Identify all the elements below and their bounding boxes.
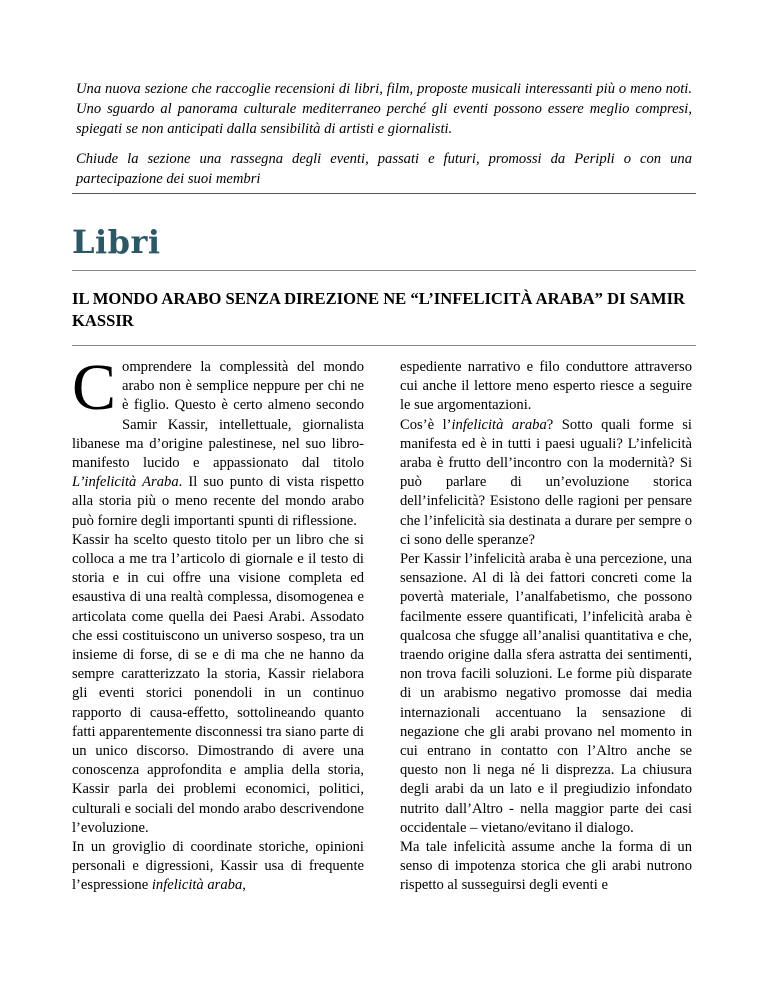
right-p2-text-a: Cos’è l’ [400, 416, 452, 433]
right-p2-text-b: ? Sotto quali forme si manifesta ed è in tutti i paesi uguali? L’infelicità araba è frutto dell’incontro con la modernità? Si può parlare di un’evoluzione storica dell’infelicità? Esistono delle ragioni per pensare che l’infelicità sia destinata a durare per sempre o ci sono delle speranze? [400, 416, 692, 548]
article-column-left [72, 351, 364, 896]
intro-divider [72, 193, 696, 194]
drop-cap: C [72, 351, 117, 424]
article-title: IL MONDO ARABO SENZA DIREZIONE NE “L’INFELICITÀ ARABA” DI SAMIR KASSIR [72, 289, 686, 330]
intro-paragraph-2: Chiude la sezione una rassegna degli eventi, passati e futuri, promossi da Peripli o con una partecipazione dei suoi membri [76, 151, 692, 187]
article-column-right [400, 358, 692, 896]
left-paragraph-1 [72, 351, 364, 531]
right-paragraph-2 [400, 416, 692, 550]
title-divider [72, 345, 696, 346]
book-title: L’infelicità Araba [72, 474, 179, 491]
right-paragraph-4: Ma tale infelicità assume anche la forma di un senso di impotenza storica che gli arabi nutrono rispetto al susseguirsi degli eventi e [400, 839, 692, 894]
right-paragraph-1: espediente narrativo e filo conduttore attraverso cui anche il lettore meno esperto riesce a seguire le sue argomentazioni. [400, 359, 692, 414]
left-paragraph-3 [72, 838, 364, 896]
right-p2-emphasis: infelicità araba [451, 416, 547, 433]
left-p3-text-a: In un groviglio di coordinate storiche, opinioni personali e digressioni, Kassir usa di frequente l’espressione [72, 839, 364, 894]
section-divider [72, 270, 696, 271]
section-title: Libri [72, 223, 161, 261]
intro-paragraph-1: Una nuova sezione che raccoglie recensioni di libri, film, proposte musicali interessanti più o meno noti. Uno sguardo al panorama culturale mediterraneo perché gli eventi possono essere meglio compresi, spiegati se non anticipati dalla sensibilità di artisti e giornalisti. [76, 81, 692, 137]
right-paragraph-3: Per Kassir l’infelicità araba è una percezione, una sensazione. Al di là dei fattori concreti come la povertà materiale, l’analfabetismo, che possono facilmente essere quantificati, l’infelicità araba è qualcosa che sfugge all’analisi quantitativa e che, traendo origine dalla sfera astratta dei sentimenti, non trova facili soluzioni. Le forme più disparate di un arabismo negativo promosse dai media internazionali accentuano la sensazione di negazione che gli arabi provano nel momento in cui entrano in contatto con l’Altro anche se questo non li nega né li disprezza. La chiusura degli arabi da un lato e il pregiudizio infondato nutrito dall’Altro - nella maggior parte dei casi occidentale – vietano/evitano il dialogo. [400, 551, 692, 836]
left-p1-text-b: . Il suo punto di vista rispetto alla storia più o meno recente del mondo arabo può fornire degli importanti spunti di riflessione. [72, 474, 364, 529]
left-p3-emphasis: infelicità araba [151, 877, 243, 894]
left-p1-text-a: omprendere la complessità del mondo arabo non è semplice neppure per chi ne è figlio. Questo è certo almeno secondo Samir Kassir, intellettuale, giornalista libanese ma d’origine palestinese, nel suo libro-manifesto lucido e appassionato dal titolo [72, 359, 364, 472]
left-paragraph-2: Kassir ha scelto questo titolo per un libro che si colloca a me tra l’articolo di giornale e il testo di storia e in cui offre una visione completa ed esaustiva di una realtà complessa, disomogenea e articolata come quella dei Paesi Arabi. Assodato che essi costituiscono un universo sospeso, tra un insieme di forse, di se e di ma che ne hanno da sempre caratterizzato la storia, Kassir rielabora gli eventi storici ponendoli in un continuo rapporto di causa-effetto, sottolineando quanto fatti apparentemente disconnessi tra siano parte di un unico discorso. Dimostrando di avere una conoscenza approfondita e amplia della storia, Kassir parla dei problemi economici, politici, culturali e sociali del mondo arabo descrivendone l’evoluzione. [72, 531, 364, 836]
left-p3-text-b: , [242, 877, 246, 894]
